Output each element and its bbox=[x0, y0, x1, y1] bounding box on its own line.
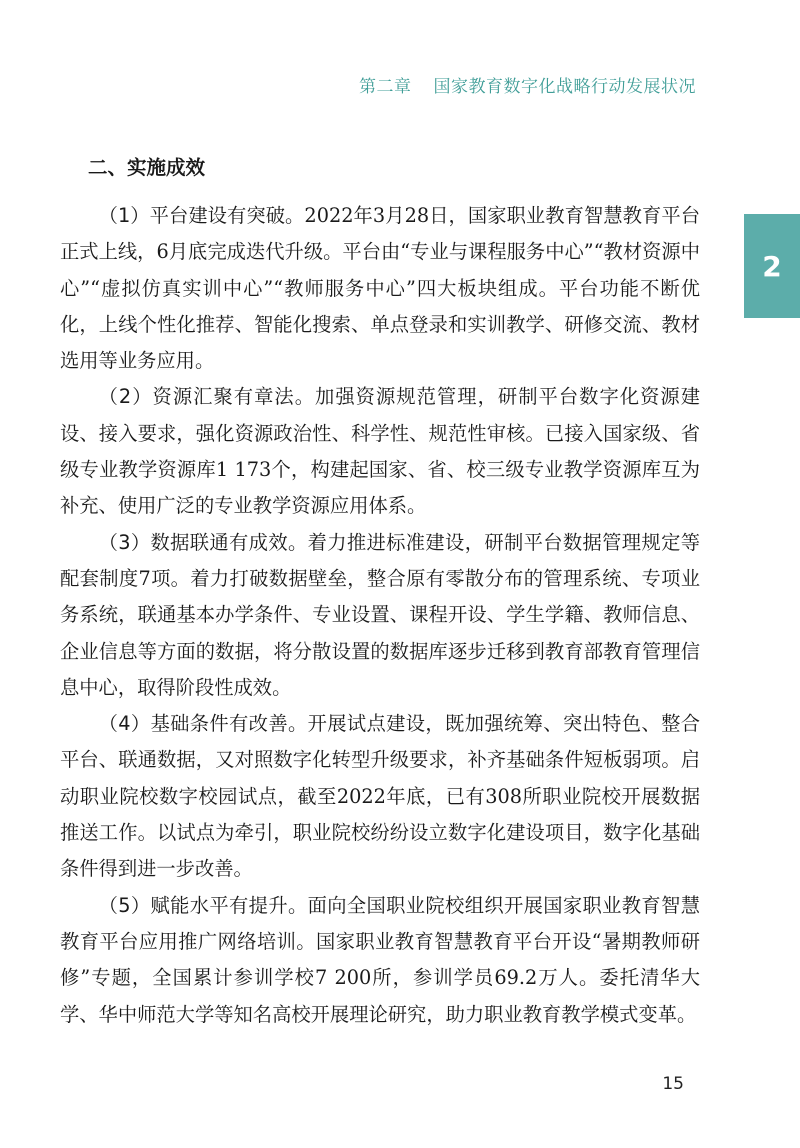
chapter-tab-number: 2 bbox=[762, 249, 782, 283]
page-content bbox=[60, 148, 700, 1033]
paragraph-body: 着力推进标准建设，研制平台数据管理规定等配套制度7项。着力打破数据壁垒，整合原有零散分布的管理系统、专项业务系统，联通基本办学条件、专业设置、课程开设、学生学籍、教师信息、企业信息等方面的数据，将分散设置的数据库逐步迁移到教育部教育管理信息中心，取得阶段性成效。 bbox=[60, 530, 700, 699]
paragraph-1 bbox=[60, 198, 700, 379]
paragraph-body: 面向全国职业院校组织开展国家职业教育智慧教育平台应用推广网络培训。国家职业教育智慧教育平台开设“暑期教师研修”专题，全国累计参训学校7 200所，参训学员69.2万人。委托清华大学、华中师范大学等知名高校开展理论研究，助力职业教育教学模式变革。 bbox=[60, 893, 700, 1026]
paragraph-lead: （2）资源汇聚有章法。 bbox=[98, 385, 316, 409]
section-title: 二、实施成效 bbox=[88, 156, 206, 179]
paragraph-lead: （4）基础条件有改善。 bbox=[98, 712, 308, 736]
chapter-side-tab bbox=[744, 214, 800, 318]
paragraph-3 bbox=[60, 525, 700, 706]
chapter-label: 第二章 bbox=[359, 77, 412, 97]
page-number: 15 bbox=[662, 1074, 684, 1094]
chapter-title: 国家教育数字化战略行动发展状况 bbox=[433, 77, 696, 97]
running-header bbox=[359, 72, 696, 97]
paragraph-body: 2022年3月28日，国家职业教育智慧教育平台正式上线，6月底完成迭代升级。平台由“专业与课程服务中心”“教材资源中心”“虚拟仿真实训中心”“教师服务中心”四大板块组成。平台功能不断优化，上线个性化推荐、智能化搜索、单点登录和实训教学、研修交流、教材选用等业务应用。 bbox=[60, 204, 700, 373]
paragraph-body: 加强资源规范管理，研制平台数字化资源建设、接入要求，强化资源政治性、科学性、规范性审核。已接入国家级、省级专业教学资源库1 173个，构建起国家、省、校三级专业教学资源库互为补充、使用广泛的专业教学资源应用体系。 bbox=[60, 385, 700, 518]
paragraph-lead: （3）数据联通有成效。 bbox=[98, 530, 308, 554]
paragraph-lead: （1）平台建设有突破。 bbox=[98, 204, 305, 227]
paragraph-4 bbox=[60, 706, 700, 887]
paragraph-body: 开展试点建设，既加强统筹、突出特色、整合平台、联通数据，又对照数字化转型升级要求，补齐基础条件短板弱项。启动职业院校数字校园试点，截至2022年底，已有308所职业院校开展数据推送工作。以试点为牵引，职业院校纷纷设立数字化建设项目，数字化基础条件得到进一步改善。 bbox=[60, 712, 700, 881]
paragraph-5 bbox=[60, 888, 700, 1033]
paragraph-2 bbox=[60, 379, 700, 524]
paragraph-lead: （5）赋能水平有提升。 bbox=[98, 893, 308, 917]
